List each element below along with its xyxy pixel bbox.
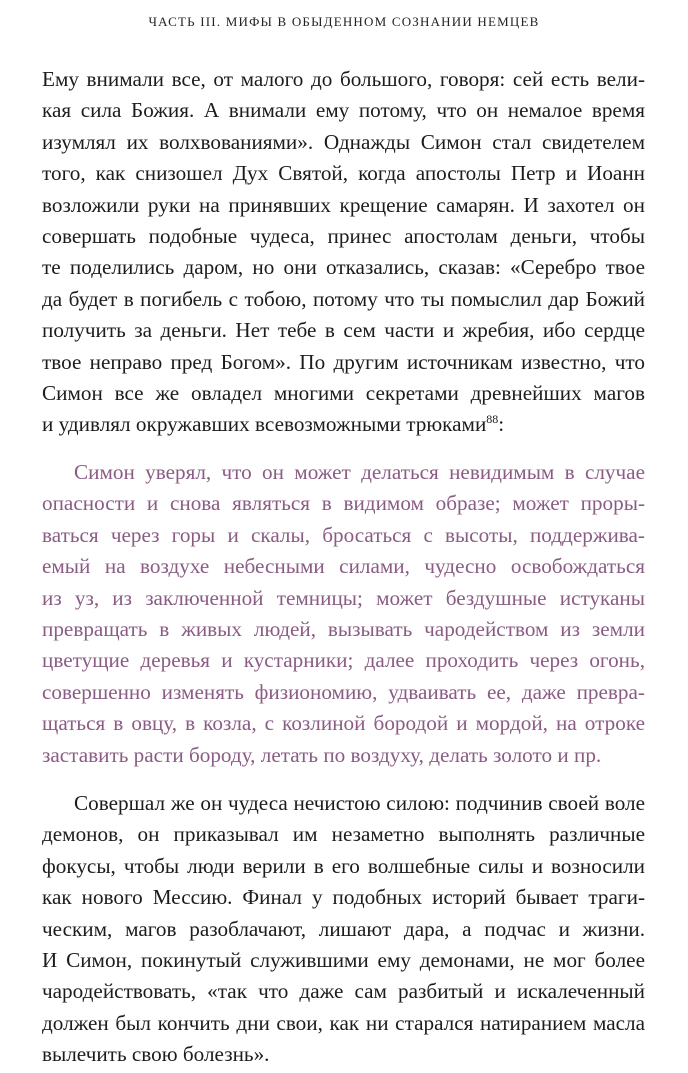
text-line: должен был кончить дни свои, как ни старался натиранием масла: [42, 1010, 645, 1035]
text-line: Совершал же он чудеса нечистою силою: подчинив своей воле: [74, 791, 645, 815]
quote-line: Симон уверял, что он может делаться невидимым в случае: [74, 460, 645, 484]
text-line: Ему внимали все, от малого до большого, говоря: сей есть вели-: [42, 67, 645, 91]
text-line: твое неправо пред Богом». По другим источникам известно, что: [42, 349, 645, 374]
text-line: чародействовать, «так что даже сам разбитый и искалеченный: [42, 979, 645, 1004]
text-line: получить за деньги. Нет тебе в сем части и жребия, ибо сердце: [42, 318, 645, 343]
text-line: да будет в погибель с тобою, потому что ты помыслил дар Божий: [42, 286, 645, 311]
quote-line: опасности и снова являться в видимом образе; может проры-: [42, 491, 645, 516]
text-line: Симон все же овладел многими секретами древнейших магов: [42, 381, 645, 406]
quote-line: цветущие деревья и кустарники; далее проходить через огонь,: [42, 648, 645, 673]
text-line: как нового Мессию. Финал у подобных историй бывает траги-: [42, 885, 645, 910]
text-line-tail: :: [498, 412, 505, 437]
text-line: кая сила Божия. А внимали ему потому, что он немалое время: [42, 98, 645, 123]
quote-line: превращать в живых людей, вызывать чародейством из земли: [42, 617, 645, 642]
text-line: И Симон, покинутый служившими ему демонами, не мог более: [42, 948, 645, 973]
block-quote: [42, 457, 645, 771]
text-line: демонов, он приказывал им незаметно выполнять различные: [42, 822, 645, 847]
text-line-last: [42, 409, 645, 440]
text-line: того, как снизошел Дух Святой, когда апостолы Петр и Иоанн: [42, 161, 645, 186]
quote-line: емый на воздухе небесными силами, чудесно освобождаться: [42, 554, 645, 579]
quote-line: из уз, из заключенной темницы; может бездушные истуканы: [42, 585, 645, 610]
text-line-content: и удивлял окружавших всевозможными трюками: [42, 412, 487, 437]
text-line: ческим, магов разоблачают, лишают дара, а подчас и жизни.: [42, 916, 645, 941]
running-header: ЧАСТЬ III. МИФЫ В ОБЫДЕННОМ СОЗНАНИИ НЕМЦЕВ: [148, 14, 540, 29]
text-line: те поделились даром, но они отказались, сказав: «Серебро твое: [42, 255, 645, 280]
paragraph-continuation: [42, 64, 645, 441]
quote-line-last: заставить расти бороду, летать по воздуху, делать золото и пр.: [42, 742, 602, 767]
quote-line: ваться через горы и скалы, бросаться с высоты, поддержива-: [42, 522, 645, 547]
text-line: возложили руки на принявших крещение самарян. И захотел он: [42, 192, 645, 217]
text-line: изумлял их волхвованиями». Однажды Симон стал свидетелем: [42, 129, 645, 154]
paragraph-main: [42, 788, 645, 1071]
text-line: фокусы, чтобы люди верили в его волшебные силы и возносили: [42, 853, 645, 878]
text-line-last: вылечить свою болезнь».: [42, 1042, 270, 1067]
footnote-reference[interactable]: 88: [486, 412, 499, 427]
text-line: совершать подобные чудеса, принес апостолам деньги, чтобы: [42, 224, 645, 249]
quote-line: щаться в овцу, в козла, с козлиной бородой и мордой, на отроке: [42, 711, 645, 736]
quote-line: совершенно изменять физиономию, удваивать ее, даже превра-: [42, 679, 645, 704]
